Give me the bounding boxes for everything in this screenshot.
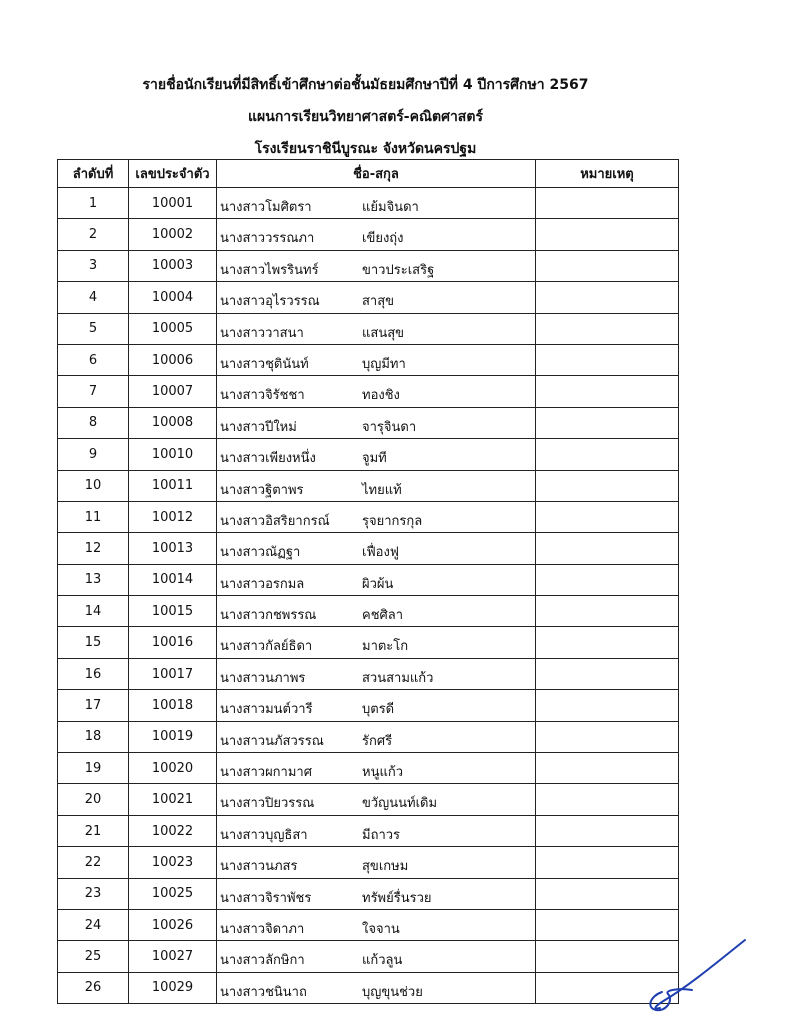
row-number: 23	[58, 878, 129, 909]
row-number: 17	[58, 690, 129, 721]
student-name-cell	[217, 753, 536, 784]
table-row	[58, 847, 679, 878]
table-row	[58, 564, 679, 595]
student-name-cell	[217, 878, 536, 909]
remark-cell	[536, 627, 679, 658]
row-number: 25	[58, 941, 129, 972]
student-first-name: นางสาวกัลย์ธิดา	[220, 639, 313, 655]
student-first-name: นางสาวปีใหม่	[220, 419, 297, 435]
student-first-name: นางสาวชนินาถ	[220, 984, 307, 1000]
student-name-cell	[217, 376, 536, 407]
student-name-cell	[217, 627, 536, 658]
student-first-name: นางสาวนภาพร	[220, 670, 306, 686]
student-first-name: นางสาวนภัสวรรณ	[220, 733, 324, 749]
student-first-name: นางสาวปิยวรรณ	[220, 796, 315, 812]
student-id: 10001	[129, 188, 217, 219]
row-number: 5	[58, 313, 129, 344]
student-last-name: แสนสุข	[362, 325, 405, 341]
row-number: 24	[58, 909, 129, 940]
student-id: 10014	[129, 564, 217, 595]
student-id: 10008	[129, 407, 217, 438]
row-number: 4	[58, 282, 129, 313]
table-row	[58, 250, 679, 281]
student-id: 10020	[129, 753, 217, 784]
student-id: 10022	[129, 815, 217, 846]
table-row	[58, 596, 679, 627]
remark-cell	[536, 564, 679, 595]
remark-cell	[536, 878, 679, 909]
table-row	[58, 941, 679, 972]
student-first-name: นางสาวกชพรรณ	[220, 608, 317, 624]
col-header-number: ลำดับที่	[58, 160, 129, 188]
table-row	[58, 501, 679, 532]
student-id: 10005	[129, 313, 217, 344]
row-number: 20	[58, 784, 129, 815]
remark-cell	[536, 501, 679, 532]
student-id: 10015	[129, 596, 217, 627]
remark-cell	[536, 250, 679, 281]
table-row	[58, 533, 679, 564]
student-name-cell	[217, 344, 536, 375]
row-number: 18	[58, 721, 129, 752]
student-id: 10010	[129, 439, 217, 470]
student-first-name: นางสาววาสนา	[220, 325, 304, 341]
remark-cell	[536, 344, 679, 375]
student-id: 10007	[129, 376, 217, 407]
student-last-name: ทรัพย์รื่นรวย	[362, 890, 432, 906]
row-number: 15	[58, 627, 129, 658]
student-name-cell	[217, 439, 536, 470]
col-header-id: เลขประจำตัว	[129, 160, 217, 188]
table-row	[58, 376, 679, 407]
student-name-cell	[217, 219, 536, 250]
student-last-name: แก้วลูน	[362, 953, 403, 969]
row-number: 1	[58, 188, 129, 219]
remark-cell	[536, 188, 679, 219]
student-name-cell	[217, 658, 536, 689]
student-name-cell	[217, 250, 536, 281]
table-row	[58, 407, 679, 438]
student-name-cell	[217, 847, 536, 878]
student-id: 10003	[129, 250, 217, 281]
student-name-cell	[217, 721, 536, 752]
remark-cell	[536, 407, 679, 438]
table-header-row	[58, 160, 679, 188]
student-last-name: สวนสามแก้ว	[362, 670, 434, 686]
student-last-name: หนูแก้ว	[362, 765, 404, 781]
student-name-cell	[217, 501, 536, 532]
table-row	[58, 188, 679, 219]
remark-cell	[536, 313, 679, 344]
table-row	[58, 219, 679, 250]
table-row	[58, 439, 679, 470]
student-first-name: นางสาวฐิตาพร	[220, 482, 304, 498]
table-row	[58, 344, 679, 375]
student-first-name: นางสาวเพียงหนึ่ง	[220, 451, 316, 467]
student-last-name: ไทยแท้	[362, 482, 402, 498]
student-id: 10026	[129, 909, 217, 940]
remark-cell	[536, 439, 679, 470]
student-first-name: นางสาวลักษิกา	[220, 953, 305, 969]
student-first-name: นางสาวจิรัชชา	[220, 388, 305, 404]
col-header-note: หมายเหตุ	[536, 160, 679, 188]
document-title: รายชื่อนักเรียนที่มีสิทธิ์เข้าศึกษาต่อชั้นมัธยมศึกษาปีที่ 4 ปีการศึกษา 2567	[142, 77, 589, 93]
row-number: 14	[58, 596, 129, 627]
table-row	[58, 815, 679, 846]
student-last-name: จูมที	[362, 451, 387, 467]
row-number: 16	[58, 658, 129, 689]
student-first-name: นางสาวชุตินันท์	[220, 356, 309, 372]
student-first-name: นางสาวนภสร	[220, 859, 298, 875]
student-id: 10029	[129, 972, 217, 1003]
student-name-cell	[217, 596, 536, 627]
student-name-cell	[217, 533, 536, 564]
table-row	[58, 313, 679, 344]
student-name-cell	[217, 909, 536, 940]
student-name-cell	[217, 784, 536, 815]
remark-cell	[536, 658, 679, 689]
remark-cell	[536, 282, 679, 313]
student-last-name: ผิวผ้น	[362, 576, 394, 592]
student-last-name: บุตรดี	[362, 702, 395, 718]
row-number: 21	[58, 815, 129, 846]
row-number: 8	[58, 407, 129, 438]
table-row	[58, 909, 679, 940]
student-first-name: นางสาวบุญธิสา	[220, 827, 308, 843]
student-name-cell	[217, 690, 536, 721]
remark-cell	[536, 815, 679, 846]
student-name-cell	[217, 972, 536, 1003]
student-last-name: จารุจินดา	[362, 419, 417, 435]
row-number: 10	[58, 470, 129, 501]
student-last-name: เฟื่องฟู	[362, 545, 400, 561]
student-first-name: นางสาวผกามาศ	[220, 765, 312, 781]
student-last-name: คชศิลา	[362, 608, 404, 624]
student-id: 10019	[129, 721, 217, 752]
student-first-name: นางสาวจิดาภา	[220, 921, 305, 937]
remark-cell	[536, 753, 679, 784]
student-last-name: รุจยากรกุล	[362, 513, 423, 529]
program-title: แผนการเรียนวิทยาศาสตร์-คณิตศาสตร์	[248, 109, 483, 125]
student-id: 10017	[129, 658, 217, 689]
row-number: 7	[58, 376, 129, 407]
student-last-name: บุญขุนช่วย	[362, 984, 423, 1000]
school-title: โรงเรียนราชินีบูรณะ จังหวัดนครปฐม	[254, 141, 477, 157]
student-last-name: มีถาวร	[362, 827, 401, 843]
student-name-cell	[217, 313, 536, 344]
row-number: 26	[58, 972, 129, 1003]
student-last-name: ขวัญนนท์เดิม	[362, 796, 438, 812]
remark-cell	[536, 533, 679, 564]
student-table	[57, 159, 679, 1004]
table-row	[58, 878, 679, 909]
table-row	[58, 721, 679, 752]
student-name-cell	[217, 188, 536, 219]
student-id: 10004	[129, 282, 217, 313]
remark-cell	[536, 470, 679, 501]
table-row	[58, 658, 679, 689]
table-row	[58, 784, 679, 815]
student-last-name: เขียงถุ่ง	[362, 231, 404, 247]
student-last-name: แย้มจินดา	[362, 200, 419, 215]
remark-cell	[536, 690, 679, 721]
student-first-name: นางสาววรรณภา	[220, 231, 315, 247]
student-last-name: ทองชิง	[362, 388, 400, 404]
col-header-name: ชื่อ-สกุล	[217, 160, 536, 188]
row-number: 12	[58, 533, 129, 564]
student-id: 10006	[129, 344, 217, 375]
remark-cell	[536, 376, 679, 407]
remark-cell	[536, 219, 679, 250]
student-first-name: นางสาวอิสริยากรณ์	[220, 513, 330, 529]
student-last-name: รักศรี	[362, 733, 393, 749]
student-last-name: มาตะโก	[362, 639, 409, 655]
student-id: 10013	[129, 533, 217, 564]
student-first-name: นางสาวอรกมล	[220, 576, 305, 592]
student-id: 10016	[129, 627, 217, 658]
student-last-name: ใจจาน	[362, 921, 400, 937]
student-first-name: นางสาวจิราพัชร	[220, 890, 312, 906]
remark-cell	[536, 596, 679, 627]
student-id: 10025	[129, 878, 217, 909]
student-name-cell	[217, 941, 536, 972]
table-row	[58, 972, 679, 1003]
student-id: 10018	[129, 690, 217, 721]
row-number: 19	[58, 753, 129, 784]
table-row	[58, 282, 679, 313]
remark-cell	[536, 847, 679, 878]
table-row	[58, 690, 679, 721]
student-name-cell	[217, 564, 536, 595]
row-number: 13	[58, 564, 129, 595]
table-row	[58, 470, 679, 501]
row-number: 22	[58, 847, 129, 878]
student-name-cell	[217, 407, 536, 438]
student-last-name: ขาวประเสริฐ	[362, 262, 435, 278]
student-first-name: นางสาวอุไรวรรณ	[220, 294, 320, 310]
student-first-name: นางสาวไพรรินทร์	[220, 262, 319, 278]
student-last-name: บุญมีทา	[362, 356, 406, 372]
row-number: 6	[58, 344, 129, 375]
row-number: 2	[58, 219, 129, 250]
student-id: 10023	[129, 847, 217, 878]
remark-cell	[536, 721, 679, 752]
table-row	[58, 627, 679, 658]
row-number: 11	[58, 501, 129, 532]
remark-cell	[536, 784, 679, 815]
student-id: 10011	[129, 470, 217, 501]
row-number: 3	[58, 250, 129, 281]
student-id: 10027	[129, 941, 217, 972]
student-first-name: นางสาวโมศิตรา	[220, 200, 312, 215]
student-last-name: สาสุข	[362, 294, 395, 310]
student-id: 10012	[129, 501, 217, 532]
table-row	[58, 753, 679, 784]
student-name-cell	[217, 470, 536, 501]
student-name-cell	[217, 282, 536, 313]
student-last-name: สุขเกษม	[362, 859, 409, 875]
student-first-name: นางสาวณัฏฐา	[220, 545, 301, 561]
student-first-name: นางสาวมนต์วารี	[220, 702, 313, 718]
signature-mark	[640, 930, 750, 1015]
student-id: 10021	[129, 784, 217, 815]
student-id: 10002	[129, 219, 217, 250]
row-number: 9	[58, 439, 129, 470]
student-name-cell	[217, 815, 536, 846]
